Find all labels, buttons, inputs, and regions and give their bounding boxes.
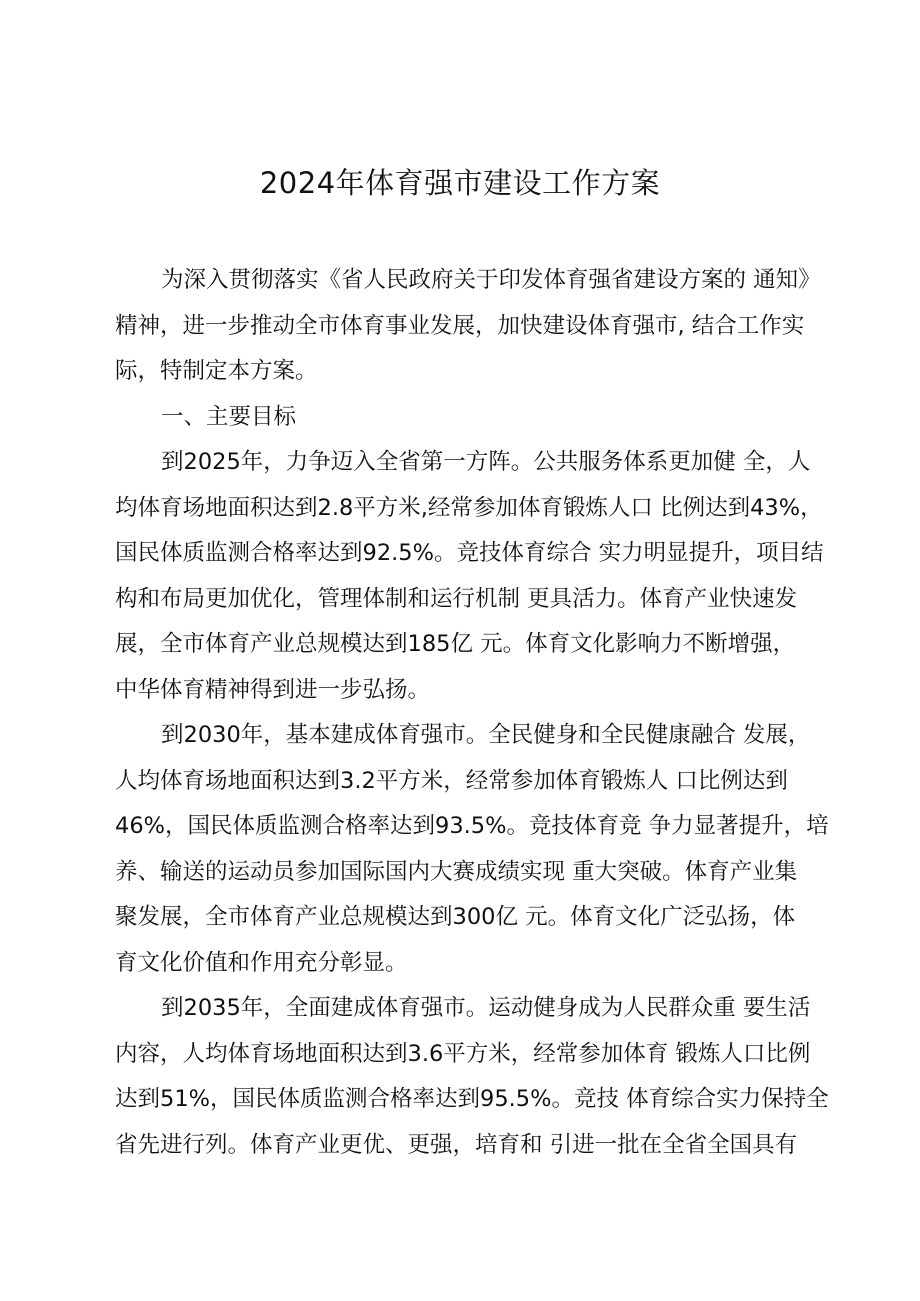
document-title: 2024年体育强市建设工作方案 [259, 166, 661, 200]
body-line: 人均体育场地面积达到3.2平方米，经常参加体育锻炼人 口比例达到 [115, 767, 788, 794]
body-line: 到2035年，全面建成体育强市。运动健身成为人民群众重 要生活 [161, 995, 811, 1021]
body-line: 中华体育精神得到进一步弘扬。 [115, 676, 431, 703]
body-line: 国民体质监测合格率达到92.5%。竞技体育综合 实力明显提升，项目结 [115, 540, 824, 566]
body-line: 精神，进一步推动全市体育事业发展，加快建设体育强市, 结合工作实 [115, 312, 805, 339]
body-line: 到2025年，力争迈入全省第一方阵。公共服务体系更加健 全，人 [161, 449, 811, 475]
body-line: 养、输送的运动员参加国际国内大赛成绩实现 重大突破。体育产业集 [115, 858, 798, 885]
body-line: 达到51%，国民体质监测合格率达到95.5%。竞技 体育综合实力保持全 [115, 1086, 829, 1112]
body-line: 均体育场地面积达到2.8平方米,经常参加体育锻炼人口 比例达到43%， [115, 494, 823, 521]
section-heading: 一、主要目标 [161, 403, 297, 430]
body-line: 内容，人均体育场地面积达到3.6平方米，经常参加体育 锻炼人口比例 [115, 1040, 811, 1067]
document-body [115, 258, 830, 1168]
body-line: 聚发展，全市体育产业总规模达到300亿 元。体育文化广泛弘扬，体 [115, 904, 796, 930]
body-line: 到2030年，基本建成体育强市。全民健身和全民健康融合 发展， [161, 722, 811, 748]
body-line: 省先进行列。体育产业更优、更强，培育和 引进一批在全省全国具有 [115, 1131, 798, 1158]
body-line: 46%，国民体质监测合格率达到93.5%。竞技体育竞 争力显著提升，培 [115, 813, 829, 839]
body-line: 育文化价值和作用充分彰显。 [115, 949, 408, 976]
body-line: 构和布局更加优化，管理体制和运行机制 更具活力。体育产业快速发 [115, 585, 798, 612]
body-line: 展，全市体育产业总规模达到185亿 元。体育文化影响力不断增强， [115, 631, 796, 657]
body-line: 际，特制定本方案。 [115, 358, 318, 384]
body-line: 为深入贯彻落实《省人民政府关于印发体育强省建设方案的 通知》 [161, 267, 821, 293]
